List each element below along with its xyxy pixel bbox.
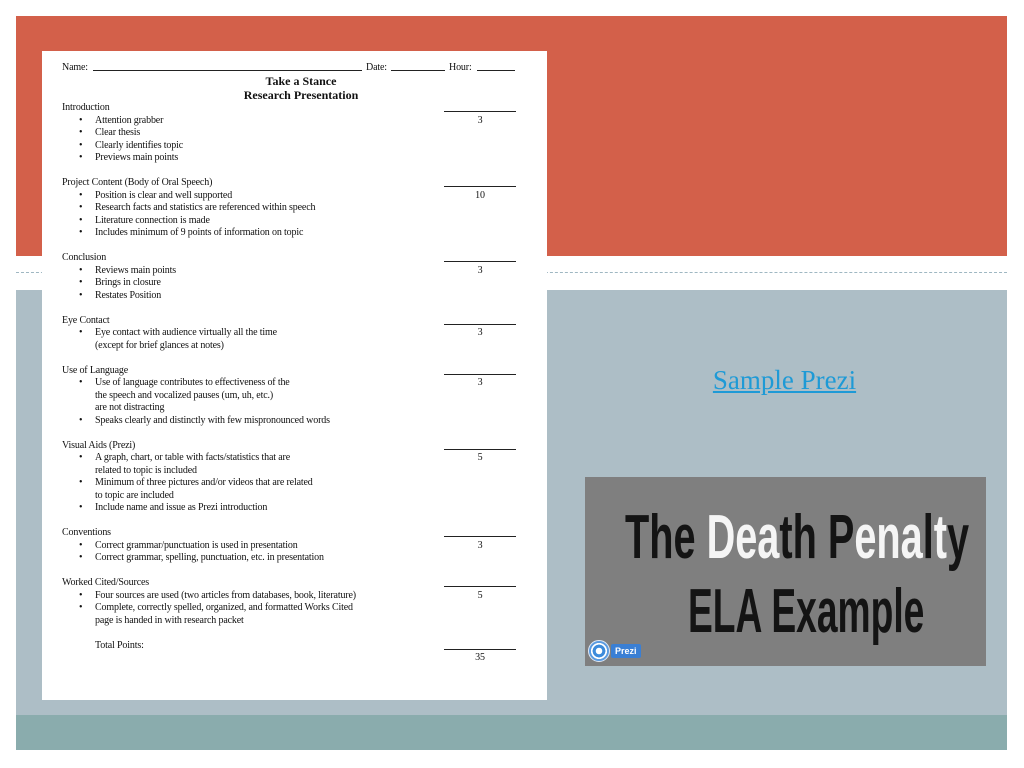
- rubric-document: [42, 51, 547, 700]
- title-letter: n: [876, 503, 901, 572]
- prezi-badge-label: Prezi: [611, 644, 641, 658]
- date-blank: [391, 61, 445, 71]
- rubric-section-introduction: [62, 102, 527, 165]
- section-heading: Use of Language: [62, 364, 129, 376]
- rubric-section-project-content: [62, 177, 527, 240]
- title-letter: l: [922, 503, 934, 572]
- prezi-title-line-1: [625, 503, 970, 572]
- bullet-text: • Eye contact with audience virtually all the time: [95, 327, 277, 338]
- rubric-bullet: [62, 202, 527, 215]
- bullet-text: • Research facts and statistics are referenced within speech: [95, 202, 316, 213]
- bullet-text: • Restates Position: [95, 289, 162, 301]
- rubric-bullet: [62, 290, 527, 303]
- rubric-bullet: [62, 377, 527, 415]
- rubric-bullet: [62, 127, 527, 140]
- score-blank: [444, 577, 516, 587]
- title-letter: P: [827, 503, 855, 572]
- bullet-text: • Position is clear and well supported: [95, 189, 233, 201]
- bullet-text: • Include name and issue as Prezi introduction: [95, 502, 268, 513]
- rubric-section-conclusion: [62, 252, 527, 302]
- score-value: 3: [477, 264, 483, 276]
- rubric-bullet: [62, 277, 527, 290]
- section-heading: Visual Aids (Prezi): [62, 439, 136, 451]
- name-label: Name:: [62, 62, 88, 73]
- bullet-text: • Reviews main points: [95, 264, 177, 276]
- score-value: 3: [477, 327, 483, 338]
- score-value: 5: [477, 452, 483, 463]
- rubric-bullet: [62, 452, 527, 477]
- hour-blank: [477, 61, 515, 71]
- prezi-logo-icon: [588, 640, 610, 662]
- sample-prezi-link-container: [574, 365, 995, 395]
- prezi-badge: [588, 640, 641, 662]
- bullet-text-continued: are not distracting: [95, 402, 165, 413]
- bullet-text: • Clearly identifies topic: [95, 139, 184, 151]
- bullet-text: • A graph, chart, or table with facts/statistics that are: [95, 452, 291, 463]
- title-letter: e: [735, 503, 758, 572]
- rubric-section-use-of-language: [62, 365, 527, 428]
- rubric-bullet: [62, 502, 527, 515]
- title-letter: D: [706, 503, 736, 572]
- bullet-text: • Brings in closure: [95, 277, 161, 288]
- score-blank: [444, 315, 516, 325]
- bullet-text-continued: to topic are included: [95, 489, 174, 501]
- bullet-text: • Four sources are used (two articles from databases, book, literature): [95, 589, 356, 601]
- prezi-thumbnail: [585, 477, 986, 666]
- score-value: 5: [477, 589, 483, 601]
- bullet-text-continued: page is handed in with research packet: [95, 614, 244, 626]
- bullet-text: • Correct grammar, spelling, punctuation, etc. in presentation: [95, 552, 324, 563]
- name-blank: [93, 61, 362, 71]
- bullet-text: • Attention grabber: [95, 114, 164, 126]
- rubric-bullet: [62, 552, 527, 565]
- section-heading: Worked Cited/Sources: [62, 577, 150, 588]
- bullet-text: • Clear thesis: [95, 127, 141, 138]
- rubric-bullet: [62, 215, 527, 228]
- score-value: 3: [477, 539, 483, 551]
- title-letter: h: [649, 503, 674, 572]
- section-heading: Conclusion: [62, 252, 107, 263]
- title-letter: y: [946, 503, 970, 572]
- rubric-bullet: [62, 227, 527, 240]
- rubric-bullet: [62, 327, 527, 352]
- score-blank: [444, 177, 516, 187]
- rubric-total-row: [62, 639, 527, 663]
- date-label: Date:: [366, 62, 387, 73]
- bullet-text: • Speaks clearly and distinctly with few mispronounced words: [95, 414, 330, 426]
- bullet-text: • Use of language contributes to effectiveness of the: [95, 377, 290, 388]
- bottom-color-band: [16, 715, 1007, 750]
- prezi-title-line-2: ELA Example: [688, 577, 925, 646]
- score-value: 3: [477, 377, 483, 388]
- sample-prezi-link[interactable]: Sample Prezi: [712, 365, 857, 395]
- title-letter: a: [900, 503, 923, 572]
- rubric-bullet: [62, 590, 527, 603]
- rubric-bullet: [62, 415, 527, 428]
- rubric-bullet: [62, 140, 527, 153]
- bullet-text-continued: the speech and vocalized pauses (um, uh, etc.): [95, 389, 274, 401]
- title-space: [817, 503, 828, 572]
- bullet-text: • Includes minimum of 9 points of information on topic: [95, 227, 304, 238]
- section-heading: Conventions: [62, 527, 111, 538]
- rubric-bullet: [62, 540, 527, 553]
- score-value: 10: [475, 189, 485, 201]
- bullet-text: • Complete, correctly spelled, organized, and formatted Works Cited: [95, 602, 353, 613]
- section-heading: Project Content (Body of Oral Speech): [62, 177, 213, 188]
- total-score-value: 35: [475, 652, 485, 663]
- score-blank: [444, 440, 516, 450]
- title-letter: a: [757, 503, 780, 572]
- bullet-text-continued: related to topic is included: [95, 464, 197, 476]
- rubric-section-eye-contact: [62, 315, 527, 353]
- rubric-title: Take a Stance: [265, 74, 337, 88]
- title-letter: e: [854, 503, 877, 572]
- title-letter: e: [673, 503, 696, 572]
- score-value: 3: [477, 114, 483, 126]
- section-heading: Introduction: [62, 102, 110, 113]
- rubric-bullet: [62, 602, 527, 627]
- rubric-subtitle: Research Presentation: [243, 88, 359, 102]
- bullet-text: • Correct grammar/punctuation is used in presentation: [95, 539, 298, 551]
- rubric-section-visual-aids: [62, 440, 527, 515]
- score-blank: [444, 102, 516, 112]
- rubric-bullet: [62, 190, 527, 203]
- score-blank: [444, 365, 516, 375]
- rubric-bullet: [62, 265, 527, 278]
- bullet-text: • Minimum of three pictures and/or videos that are related: [95, 477, 313, 488]
- title-letter: t: [779, 503, 793, 572]
- score-blank: [444, 252, 516, 262]
- hour-label: Hour:: [449, 62, 472, 73]
- total-points-label: Total Points:: [95, 639, 144, 651]
- title-letter: h: [792, 503, 817, 572]
- section-heading: Eye Contact: [62, 314, 110, 326]
- rubric-section-conventions: [62, 527, 527, 565]
- title-space: [696, 503, 707, 572]
- rubric-bullet: [62, 477, 527, 502]
- rubric-section-works-cited: [62, 577, 527, 627]
- score-blank: [444, 527, 516, 537]
- bullet-text: • Literature connection is made: [95, 214, 210, 226]
- bullet-text-continued: (except for brief glances at notes): [95, 339, 224, 351]
- slide: [16, 16, 1007, 750]
- name-date-hour-row: [62, 61, 527, 74]
- rubric-bullet: [62, 152, 527, 165]
- bullet-text: • Previews main points: [95, 152, 179, 163]
- title-letter: T: [625, 503, 650, 572]
- rubric-bullet: [62, 115, 527, 128]
- title-letter: t: [933, 503, 947, 572]
- score-blank: [444, 640, 516, 650]
- score-column: [444, 640, 516, 665]
